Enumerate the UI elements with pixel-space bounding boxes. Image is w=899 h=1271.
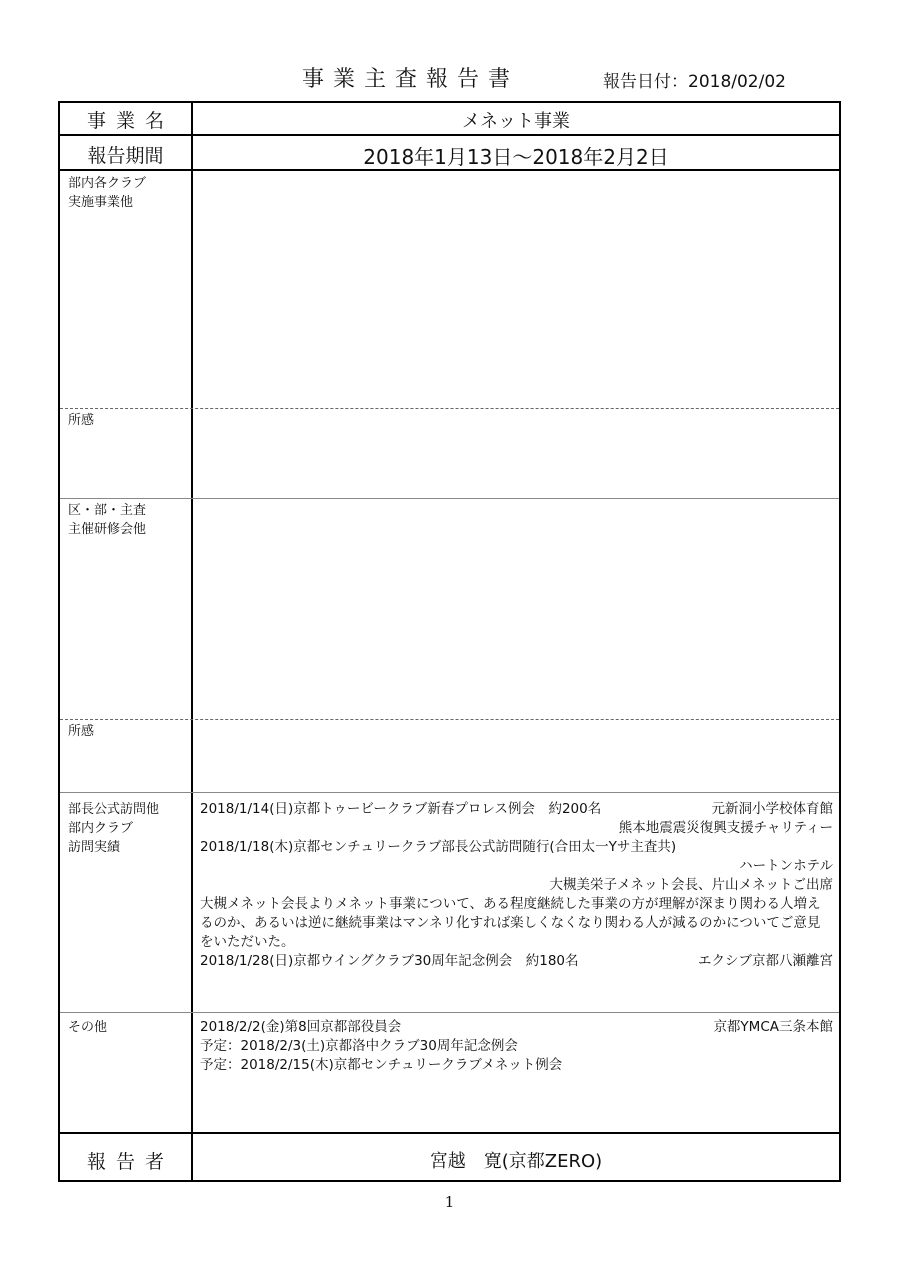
- report-date: 報告日付：2018/02/02: [603, 72, 786, 92]
- visits-content: [200, 800, 833, 971]
- club-events-label: 部内各クラブ 実施事業他: [68, 176, 147, 210]
- page-number: 1: [444, 1193, 455, 1211]
- period-label: 報告期間: [87, 145, 164, 167]
- dashed-divider: [60, 719, 839, 720]
- other-entry: 2018/2/2(金)第8回京都部役員会 京都YMCA三条本館: [200, 1019, 833, 1035]
- visit-comment: 大槻メネット会長よりメネット事業について、ある程度継続した事業の方が理解が深まり関わる人増えるのか、あるいは逆に継続事業はマンネリ化すれば楽しくなくなり関わる人が減るのかについてご意見をいただいた。: [200, 896, 821, 950]
- visit-venue: ハートンホテル: [739, 858, 833, 874]
- row-divider: [60, 792, 839, 793]
- visit-entry: 2018/1/14(日)京都トゥービークラブ新春プロレス例会 約200名 元新洞小学校体育館: [200, 801, 833, 817]
- dashed-divider: [60, 408, 839, 409]
- business-name-label: 事業名: [86, 110, 174, 132]
- report-table: [58, 101, 841, 1182]
- other-label: その他: [68, 1020, 108, 1035]
- reporter-label: 報告者: [86, 1151, 174, 1173]
- column-divider: [191, 103, 193, 1180]
- row-divider: [60, 1012, 839, 1013]
- row-divider: [60, 134, 839, 136]
- document-title: 事業主査報告書: [302, 67, 520, 92]
- visits-label: 部長公式訪問他 部内クラブ 訪問実績: [68, 802, 160, 855]
- impression-label: 所感: [68, 724, 95, 739]
- visit-entry: 2018/1/28(日)京都ウイングクラブ30周年記念例会 約180名 エクシブ京都八瀬離宮: [200, 953, 833, 969]
- district-events-label: 区・部・主査 主催研修会他: [68, 503, 147, 537]
- other-entry: 予定：2018/2/15(木)京都センチュリークラブメネット例会: [200, 1057, 563, 1073]
- reporter-value: 宮越 寛(京都ZERO): [429, 1151, 603, 1172]
- other-entry: 予定：2018/2/3(土)京都洛中クラブ30周年記念例会: [200, 1038, 518, 1054]
- row-divider: [60, 498, 839, 499]
- period-value: 2018年1月13日～2018年2月2日: [363, 145, 669, 169]
- visit-note: 熊本地震震災復興支援チャリティー: [618, 820, 833, 836]
- visit-entry: 2018/1/18(木)京都センチュリークラブ部長公式訪問随行(合田太一Yサ主査共): [200, 839, 677, 855]
- visit-note: 大槻美栄子メネット会長、片山メネットご出席: [549, 877, 833, 893]
- business-name-value: メネット事業: [462, 111, 570, 132]
- impression-label: 所感: [68, 413, 95, 428]
- row-divider: [60, 1132, 839, 1134]
- other-content: [200, 1018, 833, 1075]
